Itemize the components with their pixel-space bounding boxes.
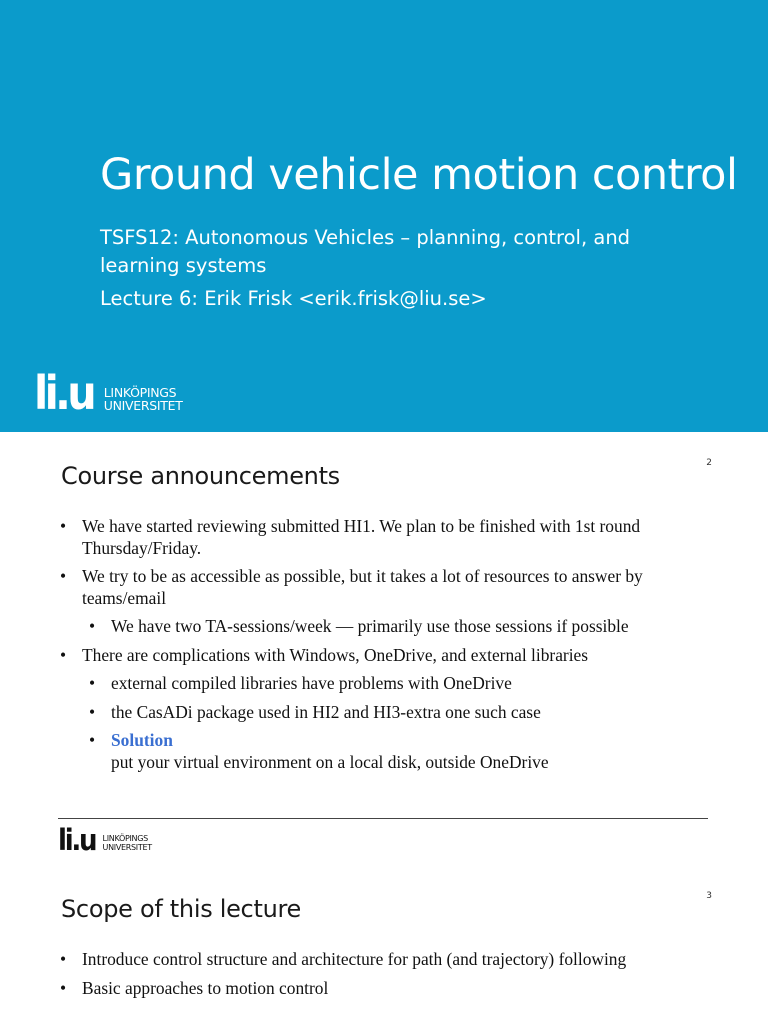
bullet-list bbox=[58, 516, 708, 780]
list-item: • Basic approaches to motion control bbox=[58, 978, 708, 1000]
solution-text: put your virtual environment on a local disk, outside OneDrive bbox=[111, 751, 549, 772]
title-slide bbox=[0, 0, 768, 432]
liu-logo-text bbox=[103, 835, 152, 852]
liu-logo-text bbox=[104, 386, 183, 412]
list-item: • There are complications with Windows, OneDrive, and external libraries bbox=[58, 645, 708, 667]
liu-logo-line1: LINKÖPINGS bbox=[102, 834, 148, 843]
list-item: • Introduce control structure and architecture for path (and trajectory) following bbox=[58, 949, 708, 971]
liu-logo-line2: UNIVERSITET bbox=[102, 842, 152, 852]
liu-logo-mark: li.u bbox=[34, 366, 94, 420]
liu-logo-mark: li.u bbox=[58, 823, 96, 857]
list-item: • external compiled libraries have problems with OneDrive bbox=[87, 673, 708, 695]
page-number: 2 bbox=[706, 458, 712, 468]
slide-course-announcements bbox=[0, 432, 768, 864]
list-item: • We have started reviewing submitted HI1. We plan to be finished with 1st round Thursday/Friday. bbox=[58, 516, 708, 559]
bullet-list bbox=[58, 949, 708, 1006]
slide-heading: Scope of this lecture bbox=[61, 895, 301, 923]
liu-logo bbox=[34, 366, 183, 420]
liu-logo bbox=[58, 823, 152, 857]
liu-logo-line1: LINKÖPINGS bbox=[103, 385, 177, 400]
lecture-author: Lecture 6: Erik Frisk <erik.frisk@liu.se> bbox=[100, 287, 487, 310]
slide-heading: Course announcements bbox=[61, 462, 340, 490]
list-item: • We try to be as accessible as possible, but it takes a lot of resources to answer by teams/email bbox=[58, 566, 708, 609]
slide-scope bbox=[0, 864, 768, 1024]
course-subtitle: TSFS12: Autonomous Vehicles – planning, control, and learning systems bbox=[100, 226, 631, 277]
list-item: • We have two TA-sessions/week — primarily use those sessions if possible bbox=[87, 616, 708, 638]
list-item-solution bbox=[87, 730, 708, 773]
liu-logo-line2: UNIVERSITET bbox=[103, 398, 183, 413]
page-number: 3 bbox=[706, 891, 712, 901]
footer-divider bbox=[58, 818, 708, 819]
solution-label: Solution bbox=[111, 730, 173, 750]
presentation-title: Ground vehicle motion control bbox=[100, 150, 738, 200]
list-item: • the CasADi package used in HI2 and HI3-extra one such case bbox=[87, 702, 708, 724]
